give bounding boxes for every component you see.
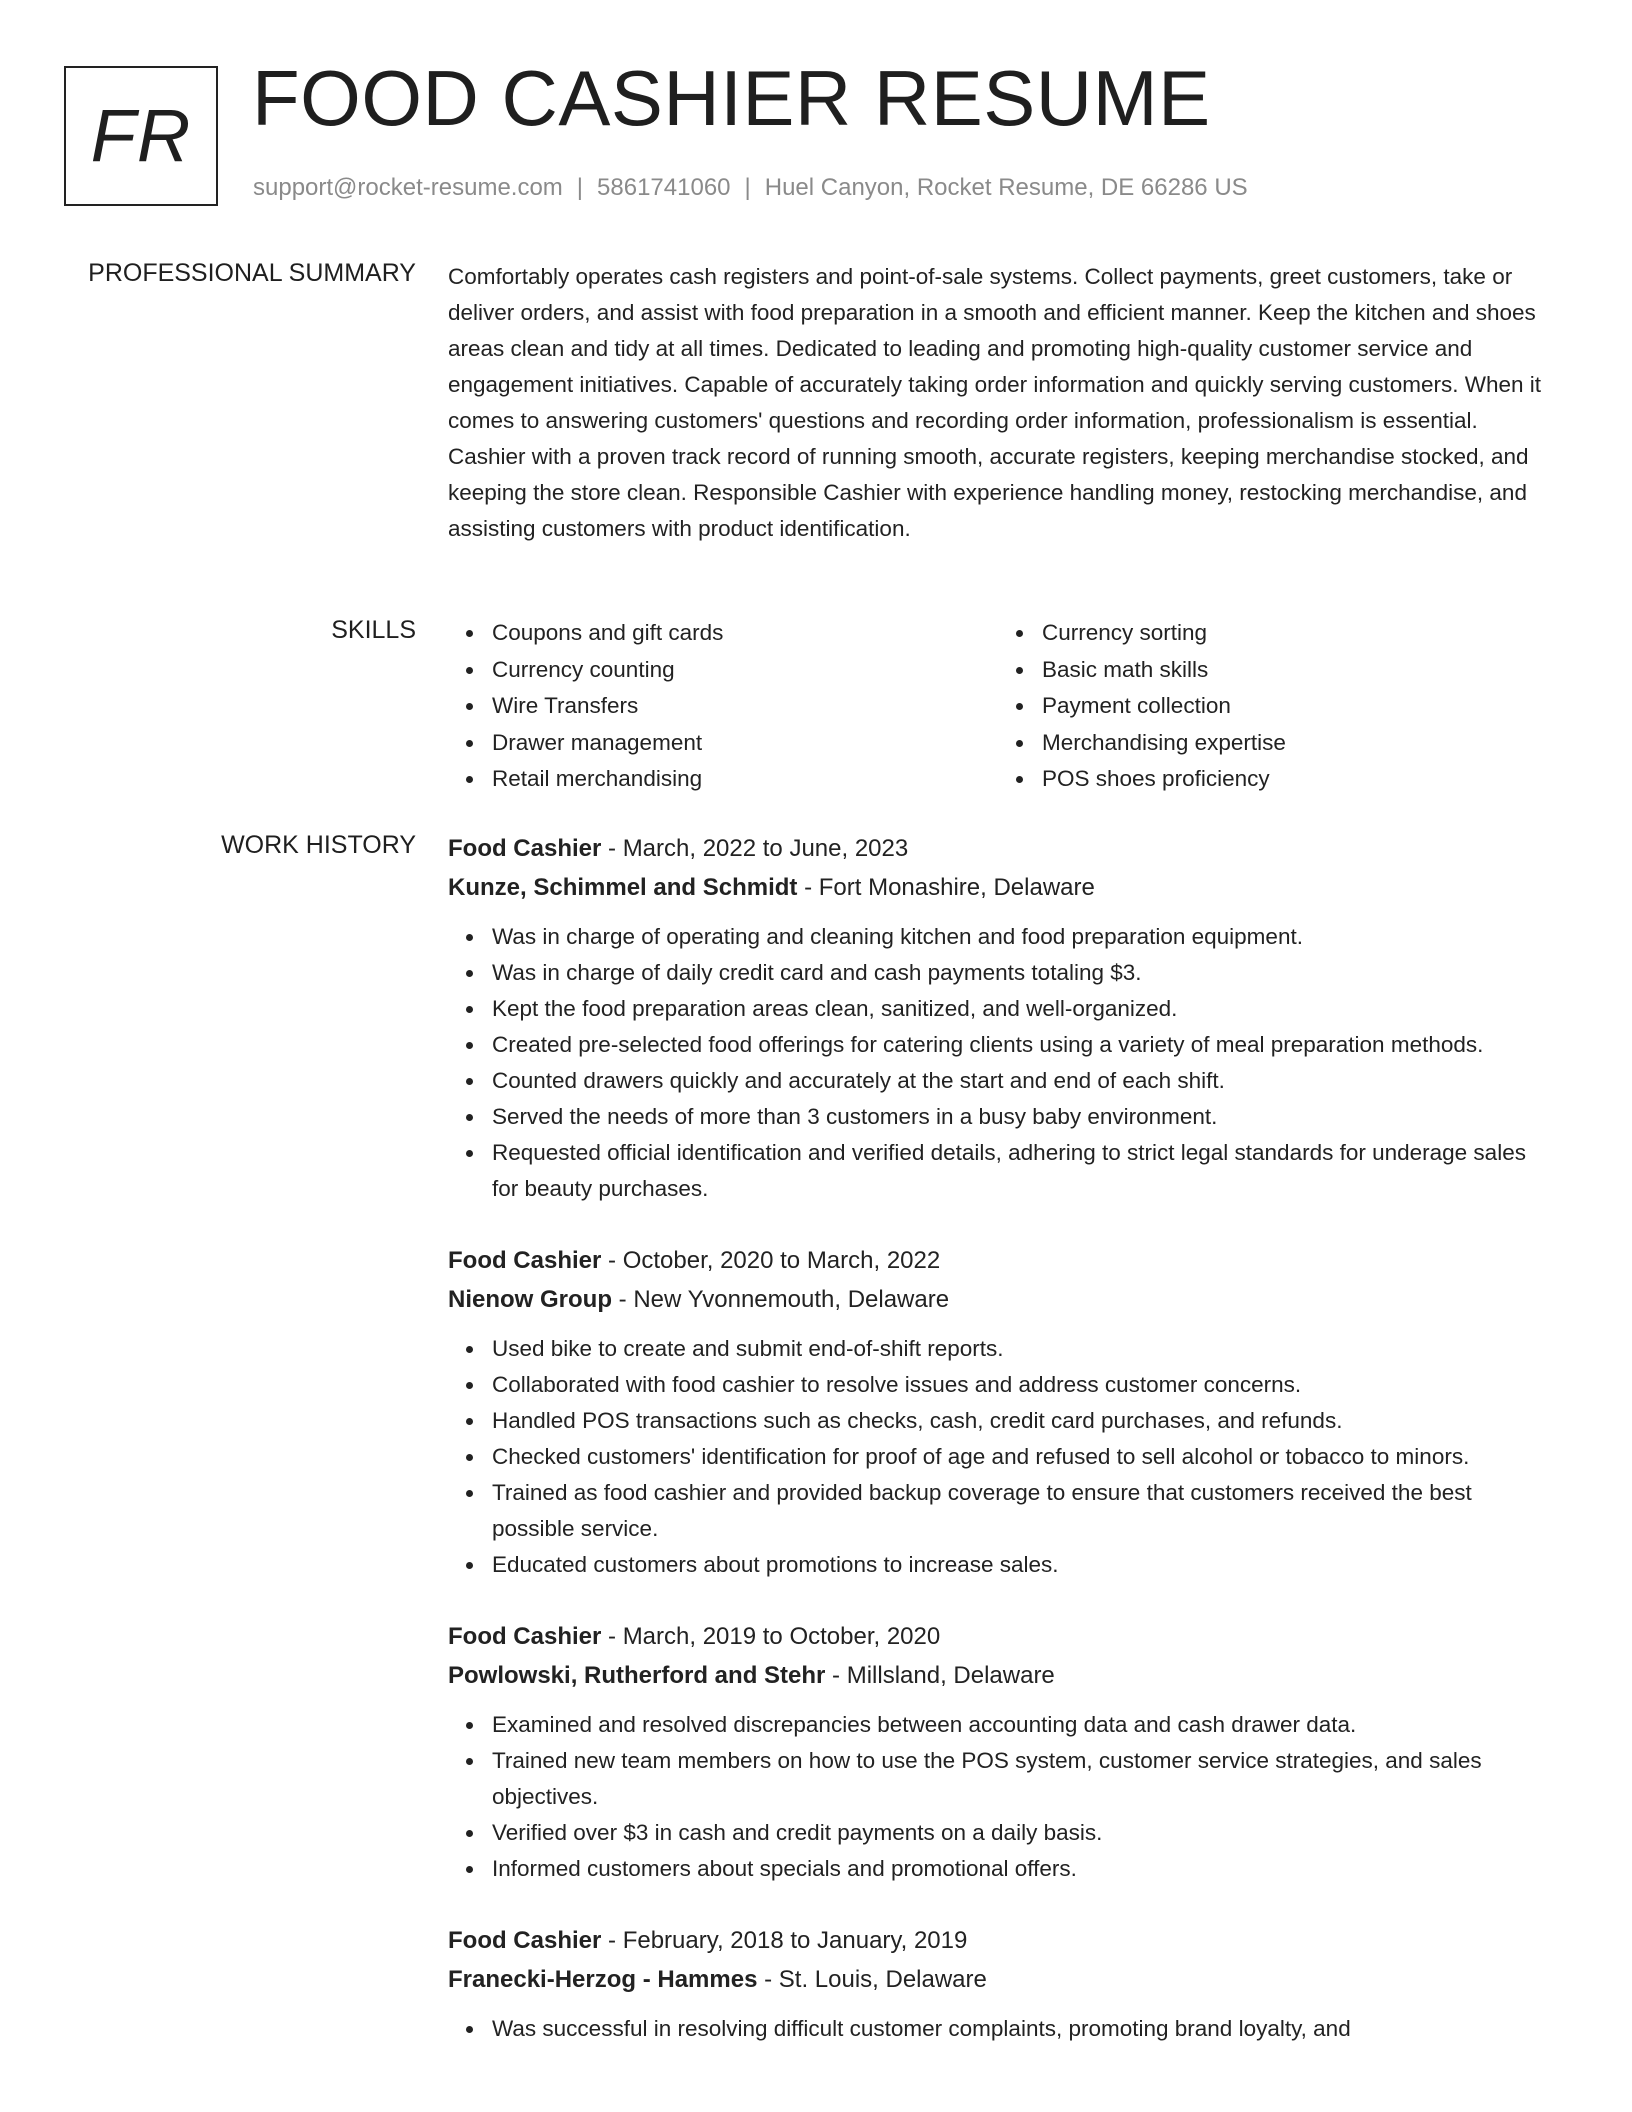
job-duty: Requested official identification and verified details, adhering to strict legal standards for underage sales for beauty purchases. (492, 1135, 1548, 1207)
skill-item: Payment collection (1042, 688, 1548, 725)
work-history-section (448, 829, 1548, 2081)
job-company: Nienow Group (448, 1286, 612, 1313)
job-duties (448, 2011, 1548, 2047)
job-duty: Kept the food preparation areas clean, sanitized, and well-organized. (492, 991, 1548, 1027)
job-duty: Trained as food cashier and provided backup coverage to ensure that customers received the best possible service. (492, 1475, 1548, 1547)
job-company-line (448, 868, 1548, 907)
job-duty: Educated customers about promotions to increase sales. (492, 1547, 1548, 1583)
job-title: Food Cashier (448, 1927, 602, 1954)
skills-column-right (998, 615, 1548, 798)
contact-separator: | (576, 174, 584, 201)
job-title-line (448, 1921, 1548, 1960)
job-duties (448, 919, 1548, 1207)
summary-text: Comfortably operates cash registers and point-of-sale systems. Collect payments, greet customers, take or deliver orders, and assist with food preparation in a smooth and efficient manner. Keep the kitchen and shoes areas clean and tidy at all times. Dedicated to leading and promoting high-quality customer service and engagement initiatives. Capable of accurately taking order information and quickly serving customers. When it comes to answering customers' questions and recording order information, professionalism is essential. Cashier with a proven track record of running smooth, accurate registers, keeping merchandise stocked, and keeping the store clean. Responsible Cashier with experience handling money, restocking merchandise, and assisting customers with product identification. (448, 264, 1542, 541)
skills-section (448, 615, 1548, 798)
job-company-line (448, 1960, 1548, 1999)
job-dates: - February, 2018 to January, 2019 (601, 1927, 968, 1954)
contact-line (253, 174, 1248, 202)
contact-separator: | (744, 174, 751, 201)
job-duty: Checked customers' identification for proof of age and refused to sell alcohol or tobacco to minors. (492, 1439, 1548, 1475)
job-duty: Verified over $3 in cash and credit payments on a daily basis. (492, 1815, 1548, 1851)
job-location: - Fort Monashire, Delaware (797, 874, 1095, 901)
job-title: Food Cashier (448, 1623, 602, 1650)
skill-item: Merchandising expertise (1042, 725, 1548, 762)
job-company: Franecki-Herzog - Hammes (448, 1966, 758, 1993)
job-duty: Created pre-selected food offerings for catering clients using a variety of meal preparation methods. (492, 1027, 1548, 1063)
skill-item: POS shoes proficiency (1042, 761, 1548, 798)
section-label-work-history: WORK HISTORY (221, 831, 416, 859)
job-title: Food Cashier (448, 835, 602, 862)
job-duty: Trained new team members on how to use the POS system, customer service strategies, and sales objectives. (492, 1743, 1548, 1815)
resume-title: FOOD CASHIER RESUME (252, 54, 1211, 142)
monogram-initials: FR (90, 94, 192, 177)
skills-column-left (448, 615, 998, 798)
job-location: - New Yvonnemouth, Delaware (612, 1286, 950, 1313)
job-entry (448, 1617, 1548, 1887)
job-duty: Was in charge of daily credit card and cash payments totaling $3. (492, 955, 1548, 991)
job-location: - Millsland, Delaware (825, 1662, 1055, 1689)
skill-item: Wire Transfers (492, 688, 998, 725)
section-label-skills: SKILLS (331, 616, 416, 644)
job-duty: Examined and resolved discrepancies between accounting data and cash drawer data. (492, 1707, 1548, 1743)
job-title-line (448, 1241, 1548, 1280)
skill-item: Currency counting (492, 652, 998, 689)
skill-item: Drawer management (492, 725, 998, 762)
monogram-box (64, 66, 218, 206)
job-entry (448, 1921, 1548, 2047)
job-duty: Informed customers about specials and promotional offers. (492, 1851, 1548, 1887)
skill-item: Basic math skills (1042, 652, 1548, 689)
job-company-line (448, 1280, 1548, 1319)
contact-email: support@rocket-resume.com (253, 174, 563, 201)
job-company: Powlowski, Rutherford and Stehr (448, 1662, 826, 1689)
job-company: Kunze, Schimmel and Schmidt (448, 874, 798, 901)
skill-item: Currency sorting (1042, 615, 1548, 652)
contact-address: Huel Canyon, Rocket Resume, DE 66286 US (764, 174, 1248, 201)
job-duty: Counted drawers quickly and accurately at the start and end of each shift. (492, 1063, 1548, 1099)
job-title-line (448, 829, 1548, 868)
job-title-line (448, 1617, 1548, 1656)
job-duty: Was in charge of operating and cleaning kitchen and food preparation equipment. (492, 919, 1548, 955)
job-dates: - March, 2022 to June, 2023 (601, 835, 909, 862)
job-duty: Collaborated with food cashier to resolve issues and address customer concerns. (492, 1367, 1548, 1403)
job-title: Food Cashier (448, 1247, 602, 1274)
job-entry (448, 1241, 1548, 1583)
job-duties (448, 1331, 1548, 1583)
job-duty: Served the needs of more than 3 customers in a busy baby environment. (492, 1099, 1548, 1135)
summary-section (448, 259, 1548, 547)
job-duty: Was successful in resolving difficult customer complaints, promoting brand loyalty, and (492, 2011, 1548, 2047)
job-company-line (448, 1656, 1548, 1695)
skill-item: Retail merchandising (492, 761, 998, 798)
job-duty: Handled POS transactions such as checks, cash, credit card purchases, and refunds. (492, 1403, 1548, 1439)
job-duties (448, 1707, 1548, 1887)
skill-item: Coupons and gift cards (492, 615, 998, 652)
job-duty: Used bike to create and submit end-of-shift reports. (492, 1331, 1548, 1367)
job-dates: - March, 2019 to October, 2020 (601, 1623, 941, 1650)
job-location: - St. Louis, Delaware (757, 1966, 987, 1993)
contact-phone: 5861741060 (597, 174, 731, 201)
job-entry (448, 829, 1548, 1207)
job-dates: - October, 2020 to March, 2022 (601, 1247, 941, 1274)
section-label-summary: PROFESSIONAL SUMMARY (88, 259, 416, 287)
